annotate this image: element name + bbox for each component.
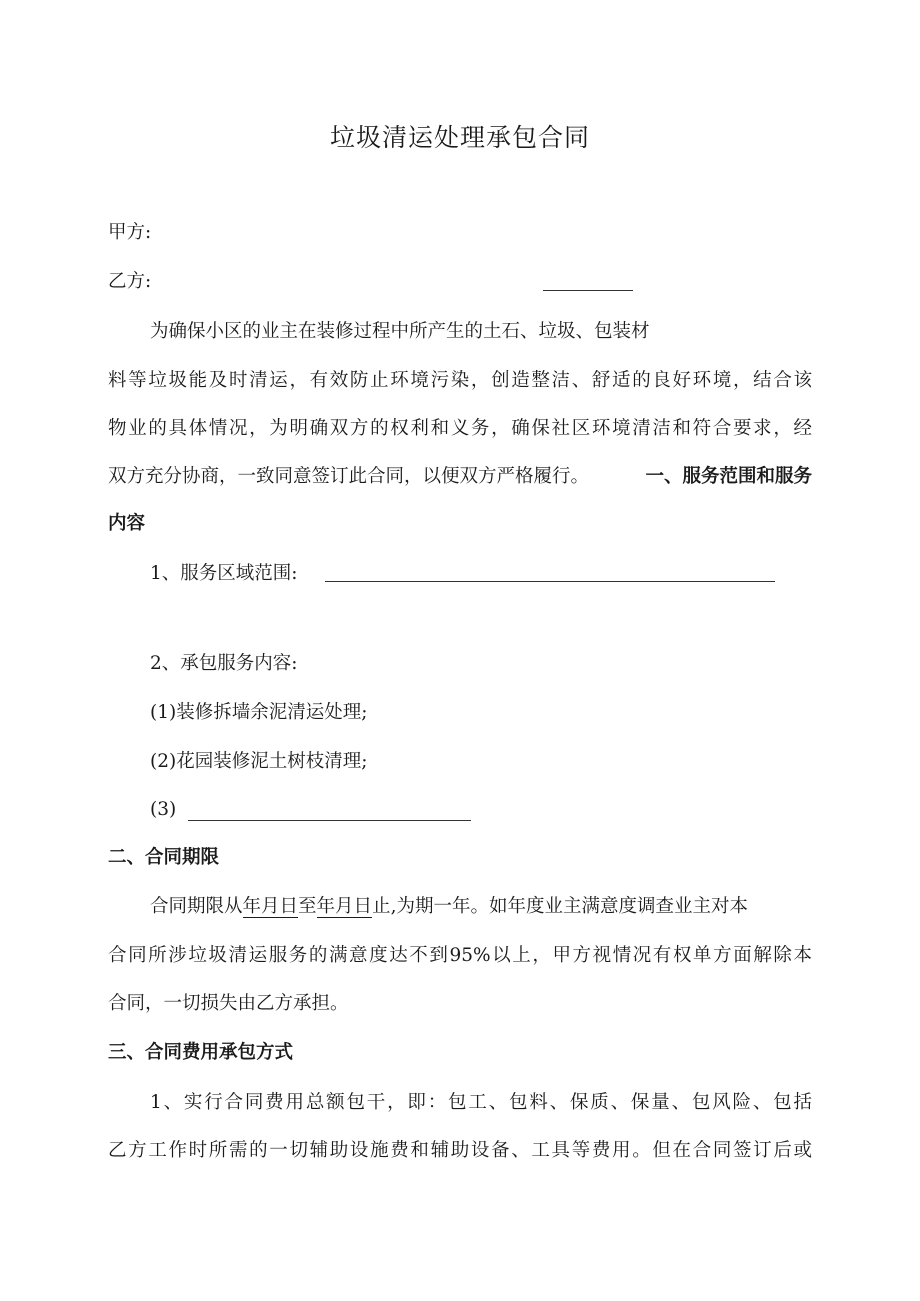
page-title: 垃圾清运处理承包合同 (329, 123, 590, 152)
intro-line-1: 为确保小区的业主在装修过程中所产生的土石、垃圾、包装材 (150, 321, 650, 342)
section1-heading: 一、服务范围和服务 (645, 466, 812, 487)
term-start-date: 年月日 (242, 896, 299, 917)
intro-line-3: 物业的具体情况，为明确双方的权利和义务，确保社区环境清洁和符合要求，经 (108, 418, 812, 439)
section1-heading-cont: 内容 (108, 513, 146, 534)
term-prefix: 合同期限从 (150, 896, 243, 917)
service-area-blank (325, 581, 775, 582)
service-area-label: 1、服务区域范围: (150, 563, 298, 584)
term-suffix: 止,为期一年。如年度业主满意度调查业主对本 (372, 896, 748, 917)
party-b-label: 乙方: (108, 271, 152, 292)
service-content-label: 2、承包服务内容: (150, 653, 298, 674)
section3-line-2: 乙方工作时所需的一切辅助设施费和辅助设备、工具等费用。但在合同签订后或 (108, 1140, 812, 1161)
section2-line-3: 合同，一切损失由乙方承担。 (108, 993, 349, 1014)
intro-line-2: 料等垃圾能及时清运，有效防止环境污染，创造整洁、舒适的良好环境，结合该 (108, 370, 812, 391)
intro-line-4-text: 双方充分协商，一致同意签订此合同，以便双方严格履行。 (108, 466, 590, 487)
term-end-date: 年月日 (316, 896, 373, 917)
section2-line-1 (150, 895, 812, 919)
service-item-2: (2)花园装修泥土树枝清理; (150, 751, 368, 772)
section2-line-2: 合同所涉垃圾清运服务的满意度达不到95%以上，甲方视情况有权单方面解除本 (108, 945, 812, 966)
section3-heading: 三、合同费用承包方式 (108, 1042, 294, 1063)
intro-line-4 (108, 465, 812, 489)
section3-line-1: 1、实行合同费用总额包干，即：包工、包料、保质、保量、包风险、包括 (150, 1092, 812, 1113)
party-a-label: 甲方: (108, 222, 152, 243)
service-item-1: (1)装修拆墙余泥清运处理; (150, 702, 368, 723)
term-to: 至 (298, 896, 317, 917)
service-item-3: (3) (150, 799, 177, 820)
party-b-blank (543, 290, 633, 291)
service-item-3-blank (188, 820, 471, 821)
section2-heading: 二、合同期限 (108, 847, 220, 868)
